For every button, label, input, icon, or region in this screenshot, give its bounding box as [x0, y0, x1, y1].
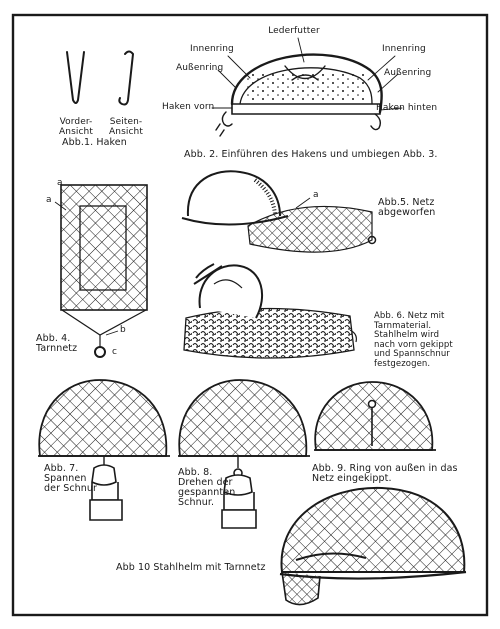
fig7-cuff — [90, 500, 122, 520]
fig4-camo-net — [55, 185, 147, 357]
leader-a-fig5 — [296, 198, 310, 208]
fig2-outer-ring-right-label: Außenring — [384, 68, 432, 78]
fig7-helmet-net — [38, 380, 170, 520]
leader-b — [106, 331, 118, 335]
fig8-caption: Abb. 8. Drehen der gespannten Schnur. — [178, 467, 236, 508]
fig2-inner-ring-left-label: Innenring — [190, 44, 234, 54]
fig4-label-b: b — [120, 325, 126, 335]
fig2-caption: Abb. 2. Einführen des Hakens und umbiegen Abb. 3. — [184, 149, 438, 160]
net-mesh — [61, 185, 147, 310]
hook-side-view — [119, 52, 133, 105]
fig10-caption: Abb 10 Stahlhelm mit Tarnnetz — [116, 562, 266, 573]
fig2-leather-lining-label: Lederfutter — [268, 26, 320, 36]
fig10-neck-guard — [282, 572, 320, 605]
fig5-label-a: a — [313, 190, 319, 200]
fig2-helmet-section — [212, 38, 402, 136]
leader-inner-left — [228, 56, 250, 78]
net-drawcord — [62, 310, 146, 335]
fig6-caption: Abb. 6. Netz mit Tarnmaterial. Stahlhelm wird nach vorn gekippt und Spannschnur festgezogen. — [374, 311, 453, 369]
fig4-caption: Abb. 4. Tarnnetz — [36, 333, 78, 354]
hook-front-view — [67, 52, 84, 103]
fig7-caption: Abb. 7. Spannen der Schnur — [44, 463, 98, 494]
fig1-hooks — [67, 52, 133, 105]
hook-rear-detail — [371, 114, 380, 130]
fig10-helmet-net — [280, 488, 466, 605]
fig2-outer-ring-left-label: Außenring — [176, 63, 224, 73]
fig9-caption: Abb. 9. Ring von außen in das Netz eingekippt. — [312, 463, 458, 484]
fig1-side-view-label: Seiten- Ansicht — [109, 117, 143, 137]
fig7-helmet — [39, 380, 166, 456]
foliage-net — [184, 308, 354, 358]
fig1-caption: Abb.1. Haken — [62, 137, 127, 148]
fig9-ring — [369, 401, 376, 408]
fig2-hook-front-label: Haken vorn — [162, 102, 215, 112]
leader-lining — [298, 38, 304, 62]
lower-band — [232, 104, 380, 114]
fig8-helmet — [179, 380, 306, 456]
helmet-dome — [188, 171, 280, 216]
fig1-front-view-label: Vorder- Ansicht — [59, 117, 93, 137]
fig8-cuff — [222, 510, 256, 528]
fig10-helmet — [281, 488, 464, 572]
fig4-label-a-top: a — [57, 178, 63, 188]
net-ring — [95, 347, 105, 357]
fig6-helmet-foliage — [184, 264, 356, 358]
fig5-helmet-net-off — [182, 171, 376, 252]
fig2-inner-ring-right-label: Innenring — [382, 44, 426, 54]
fig4-label-a-side: a — [46, 195, 52, 205]
fig9-helmet-net — [314, 382, 436, 450]
fig5-caption: Abb.5. Netz abgeworfen — [378, 197, 436, 218]
fig9-helmet — [315, 382, 432, 450]
fig4-label-c: c — [112, 347, 118, 357]
fig2-hook-rear-label: Haken hinten — [376, 103, 438, 113]
hook-front-detail — [216, 112, 232, 136]
